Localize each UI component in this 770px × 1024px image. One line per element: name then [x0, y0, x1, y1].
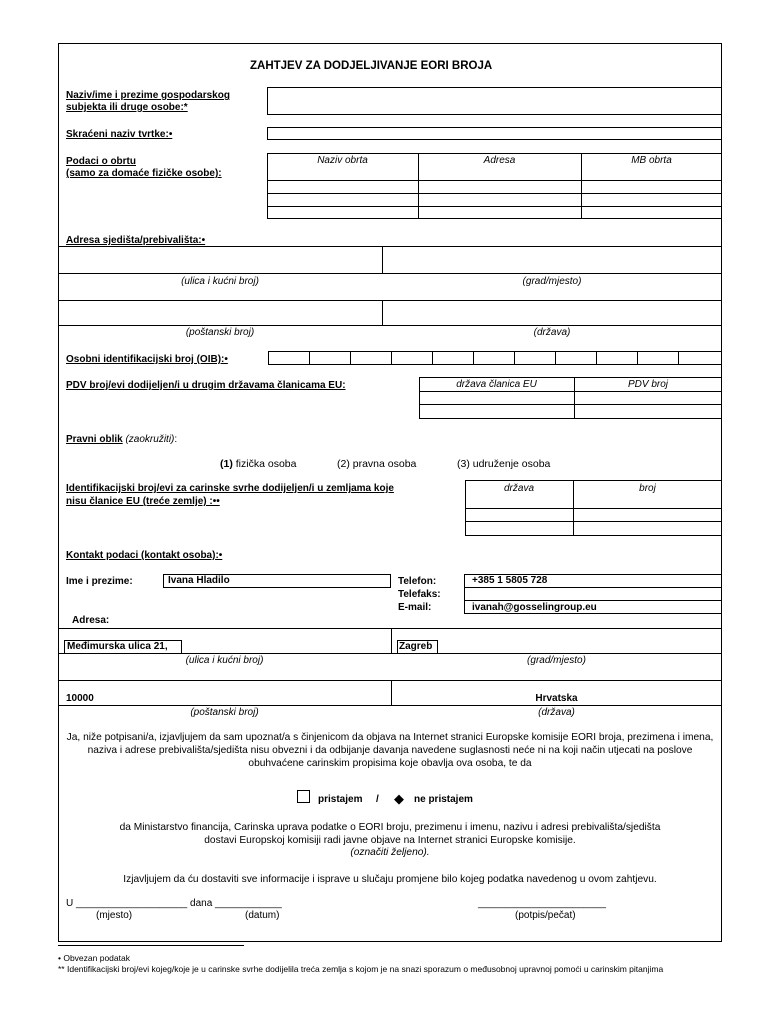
sjediste-street-row[interactable]	[58, 246, 722, 274]
oib-cell-divider	[596, 351, 597, 365]
adresa-sjedista-label: Adresa sjedišta/prebivališta:•	[66, 235, 206, 246]
pdv-row-divider	[419, 391, 722, 392]
obrt-col-adresa: Adresa	[483, 155, 516, 166]
carinski-col-broj: broj	[639, 483, 656, 494]
skraceni-label: Skraćeni naziv tvrtke:•	[66, 129, 173, 140]
naziv-label-line1: Naziv/ime i prezime gospodarskog	[66, 90, 230, 101]
datum-caption: (datum)	[245, 910, 280, 921]
postanski-caption: (poštanski broj)	[185, 327, 255, 338]
carinski-label-line2: nisu članice EU (treće zemlje) :••	[66, 496, 220, 507]
mjesto-caption: (mjesto)	[96, 910, 133, 921]
ne-pristajem-label: ne pristajem	[414, 794, 473, 805]
oib-cell-divider	[432, 351, 433, 365]
adresa-label: Adresa:	[72, 615, 110, 626]
footnote-mandatory: • Obvezan podatak	[58, 953, 130, 963]
pravni-oblik-hint: (zaokružiti)	[125, 434, 175, 445]
declaration-text: Ja, niže potpisani/a, izjavljujem da sam upoznat/a s činjenicom da objava na Internet stranici Europske komisije EORI broja, prezimena i imena, naziva i adrese prebivališta/sjedišta nisu obvezni i da odbijanje davanja navedene suglasnosti neće ni na koji način utjecati na poslove obuhvaćene carinskim propisima koje obavlja ova osoba, te da	[66, 732, 714, 769]
pdv-col-broj: PDV broj	[627, 379, 668, 390]
option-fizicka-num: (1)	[220, 458, 233, 470]
grad-value: Zagreb	[399, 641, 433, 652]
pdv-label: PDV broj/evi dodijeljen/i u drugim državama članicama EU:	[66, 380, 346, 391]
place-date-line[interactable]: U ____________________ dana ____________	[66, 898, 282, 909]
form-title: ZAHTJEV ZA DODJELJIVANJE EORI BROJA	[250, 60, 493, 72]
email-value: ivanah@gosselingroup.eu	[472, 602, 597, 613]
oib-cell-divider	[350, 351, 351, 365]
pdv-col-drzava: država članica EU	[456, 379, 537, 390]
sjediste-divider	[382, 246, 383, 274]
contact-drzava-caption: (država)	[538, 707, 575, 718]
carinski-col-drzava: država	[503, 483, 534, 494]
obrt-row-divider	[267, 193, 722, 194]
ministry-text-line2: dostavi Europskoj komisiji radi javne objave na Internet stranici Europske komisije.	[204, 835, 576, 846]
option-fizicka-label: fizička osoba	[235, 458, 297, 470]
naziv-field[interactable]	[267, 87, 722, 115]
telefon-label: Telefon:	[398, 576, 437, 587]
contact-row-divider	[464, 600, 722, 601]
oib-cell-divider	[555, 351, 556, 365]
postanski-value[interactable]: 10000	[66, 693, 94, 704]
ime-label: Ime i prezime:	[66, 576, 133, 587]
sjediste-divider	[382, 300, 383, 326]
oib-cell-divider	[514, 351, 515, 365]
pristajem-checkbox[interactable]	[297, 790, 310, 803]
obrt-col-mb: MB obrta	[631, 155, 672, 166]
kontakt-label: Kontakt podaci (kontakt osoba):•	[66, 550, 223, 561]
oib-cell-divider	[473, 351, 474, 365]
footnote-separator	[58, 945, 244, 946]
pravni-oblik-label-row	[66, 434, 177, 445]
contact-postanski-caption: (poštanski broj)	[190, 707, 259, 718]
ministry-text-line1: da Ministarstvo financija, Carinska uprava podatke o EORI broju, prezimenu i imenu, nazivu i adresi prebivališta/sjedišta	[119, 822, 661, 833]
obrt-row-divider	[267, 206, 722, 207]
oib-field[interactable]	[268, 351, 722, 365]
pravni-oblik-label: Pravni oblik	[66, 434, 123, 445]
telefon-value: +385 1 5805 728	[472, 575, 548, 586]
option-udruzenje[interactable]: (3) udruženje osoba	[457, 458, 551, 470]
email-label: E-mail:	[398, 602, 432, 613]
choice-separator: /	[376, 794, 379, 805]
oznaciti-text: (označiti željeno).	[350, 847, 430, 858]
skraceni-field[interactable]	[267, 127, 722, 140]
ulica-value: Međimurska ulica 21,	[67, 641, 168, 652]
option-pravna[interactable]: (2) pravna osoba	[337, 458, 417, 470]
telefaks-label: Telefaks:	[398, 589, 441, 600]
carinski-row-divider	[465, 521, 722, 522]
sjediste-postal-row[interactable]	[58, 300, 722, 326]
grad-caption: (grad/mjesto)	[522, 276, 582, 287]
footnote-customs-id: ** Identifikacijski broj/evi kojeg/koje je u carinske svrhe dodijelila treća zemlja s kojom je na snazi sporazum o međusobnoj upravnoj pomoći u carinskim pitanjima	[58, 964, 664, 974]
contact-ulica-caption: (ulica i kućni broj)	[185, 655, 264, 666]
pristajem-label: pristajem	[318, 794, 363, 805]
izjava-text: Izjavljujem da ću dostaviti sve informacije i isprave u slučaju promjene bilo kojeg podatka navedenog u ovom zahtjevu.	[123, 874, 657, 885]
oib-cell-divider	[678, 351, 679, 365]
drzava-value[interactable]: Hrvatska	[535, 693, 578, 704]
ulica-caption: (ulica i kućni broj)	[181, 276, 259, 287]
obrt-label-line2: (samo za domaće fizičke osobe):	[66, 168, 222, 179]
contact-grad-caption: (grad/mjesto)	[527, 655, 586, 666]
oib-cell-divider	[637, 351, 638, 365]
obrt-col-naziv: Naziv obrta	[317, 155, 368, 166]
signature-line[interactable]: _______________________	[478, 898, 606, 909]
ime-value: Ivana Hladilo	[168, 575, 230, 586]
obrt-row-divider	[267, 180, 722, 181]
carinski-row-divider	[465, 508, 722, 509]
naziv-label-line2: subjekta ili druge osobe:*	[66, 102, 188, 113]
oib-cell-divider	[391, 351, 392, 365]
pdv-row-divider	[419, 404, 722, 405]
ne-pristajem-diamond-icon[interactable]: ◆	[394, 791, 404, 806]
contact-street-divider	[391, 628, 392, 654]
pravni-oblik-colon: :	[174, 434, 178, 445]
potpis-caption: (potpis/pečat)	[515, 910, 576, 921]
oib-label: Osobni identifikacijski broj (OIB):•	[66, 354, 228, 365]
carinski-label-line1: Identifikacijski broj/evi za carinske svrhe dodijeljen/i u zemljama koje	[66, 483, 394, 494]
option-fizicka[interactable]	[220, 458, 296, 470]
oib-cell-divider	[309, 351, 310, 365]
contact-row-divider	[464, 587, 722, 588]
obrt-label-line1: Podaci o obrtu	[66, 156, 136, 167]
drzava-caption: (država)	[533, 327, 571, 338]
